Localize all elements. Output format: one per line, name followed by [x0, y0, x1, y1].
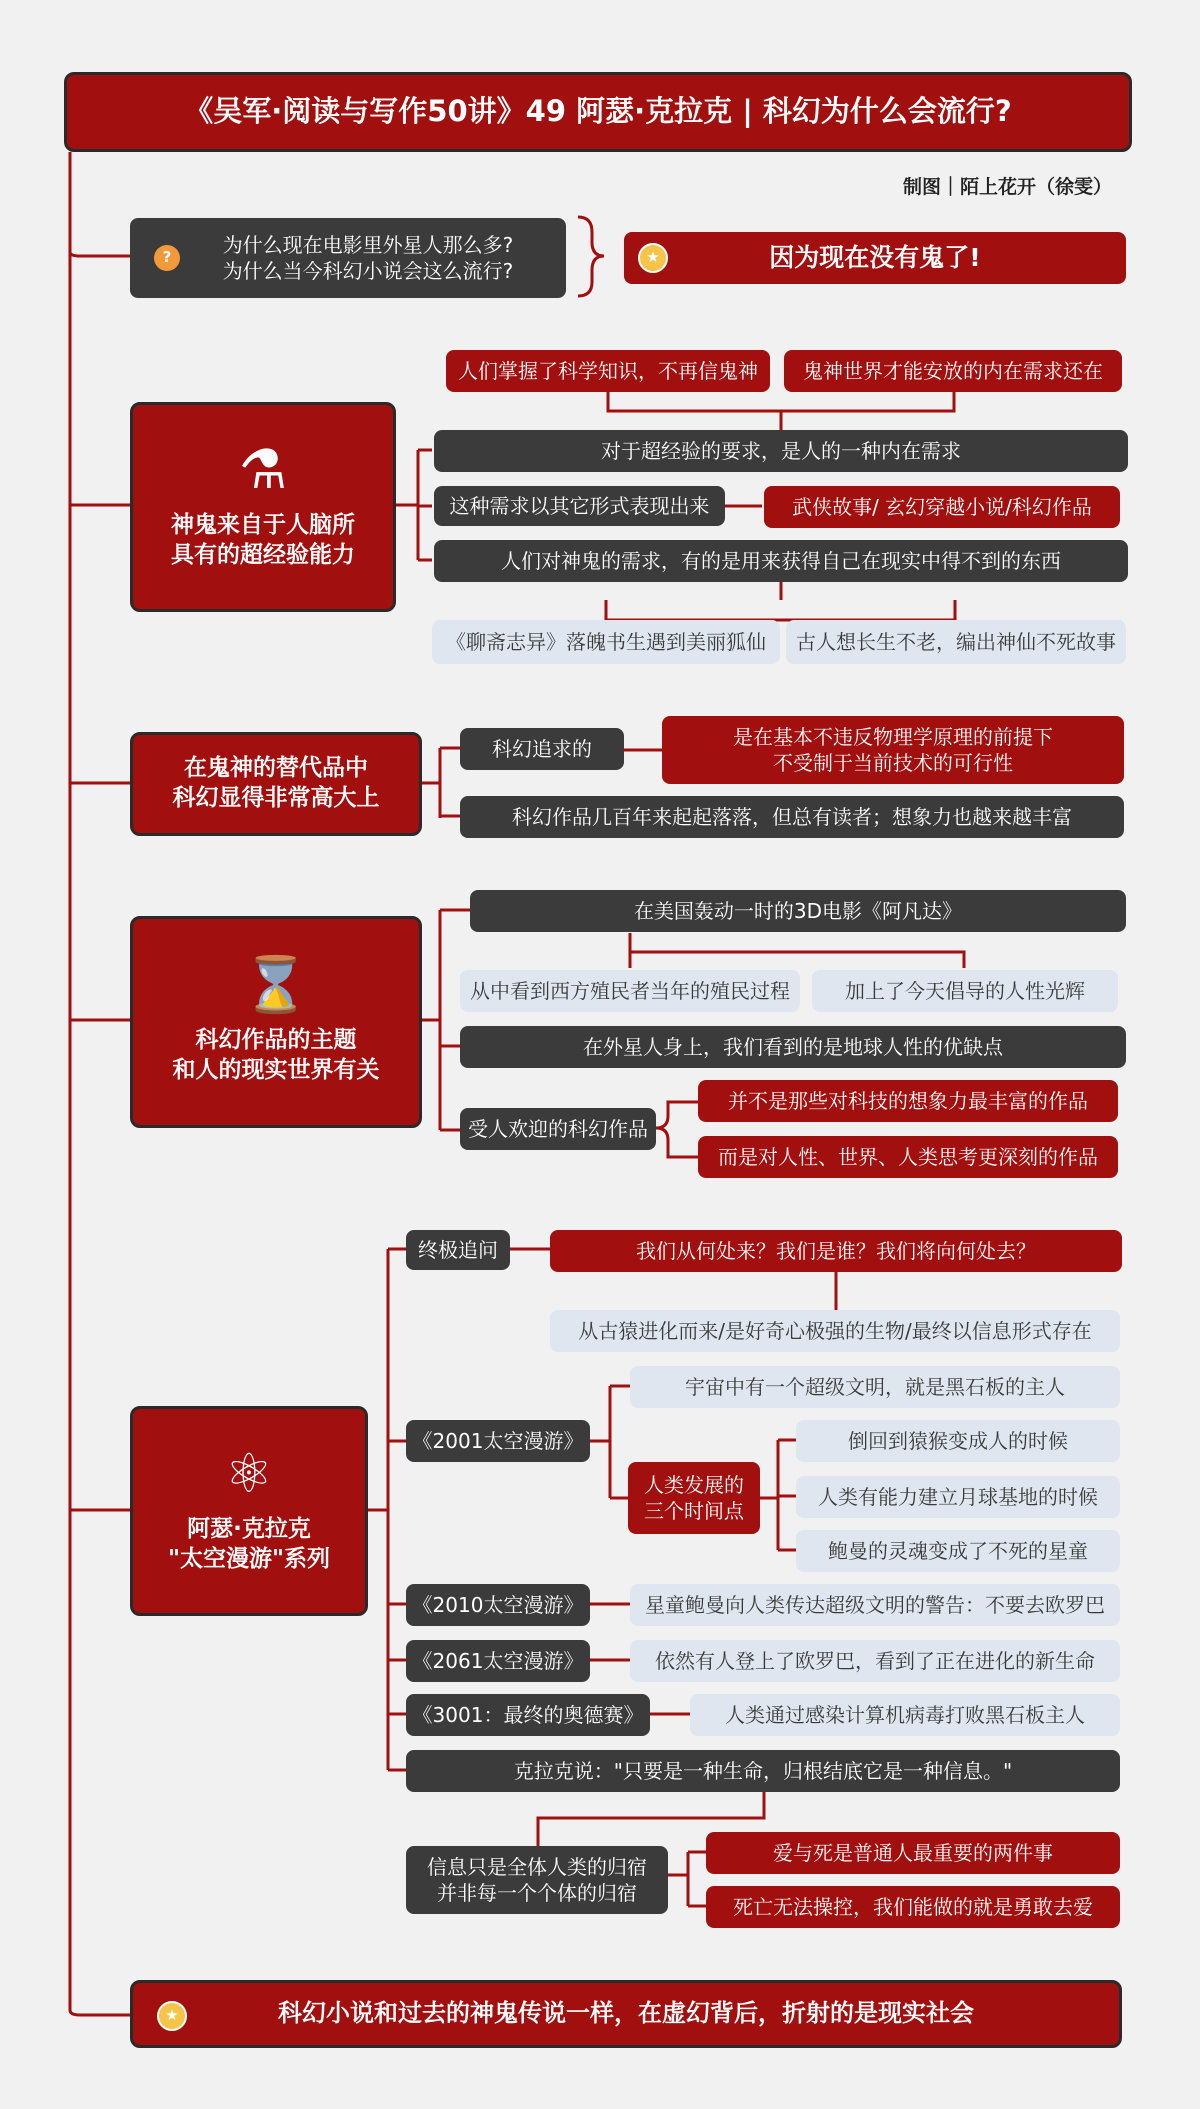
- s4-2010-warning: 星童鲍曼向人类传达超级文明的警告：不要去欧罗巴: [630, 1584, 1120, 1626]
- s4-book-2001: 《2001太空漫游》: [406, 1420, 590, 1462]
- s2-branch-readers: 科幻作品几百年来起起落落，但总有读者；想象力也越来越丰富: [460, 796, 1124, 838]
- s4-2061-europa: 依然有人登上了欧罗巴，看到了正在进化的新生命: [630, 1640, 1120, 1682]
- question-icon: ?: [154, 245, 180, 271]
- s3-label-popular: 受人欢迎的科幻作品: [460, 1108, 656, 1150]
- s1-example-genres: 武侠故事/ 玄幻穿越小说/科幻作品: [764, 486, 1120, 528]
- topic-section3-label: 科幻作品的主题 和人的现实世界有关: [172, 1027, 380, 1083]
- s4-three-timepoints: 人类发展的 三个时间点: [628, 1462, 760, 1534]
- s4-ultimate-question: 我们从何处来？我们是谁？我们将向何处去？: [550, 1230, 1122, 1272]
- s1-branch-unattainable: 人们对神鬼的需求，有的是用来获得自己在现实中得不到的东西: [434, 540, 1128, 582]
- s3-alien-humanity: 在外星人身上，我们看到的是地球人性的优缺点: [460, 1026, 1126, 1068]
- topic-section3: [130, 916, 422, 1128]
- s3-popular-not: 并不是那些对科技的想象力最丰富的作品: [698, 1080, 1118, 1122]
- s4-timepoint-starchild: 鲍曼的灵魂变成了不死的星童: [796, 1530, 1120, 1572]
- topic-section4-label: 阿瑟·克拉克 "太空漫游"系列: [168, 1516, 330, 1572]
- s4-clarke-quote: 克拉克说："只要是一种生命，归根结底它是一种信息。": [406, 1750, 1120, 1792]
- author-credit: 制图｜陌上花开（徐雯）: [902, 176, 1112, 198]
- s4-ultimate-answer: 从古猿进化而来/是好奇心极强的生物/最终以信息形式存在: [550, 1310, 1120, 1352]
- s4-love-death: 爱与死是普通人最重要的两件事: [706, 1832, 1120, 1874]
- page-title: 《吴军·阅读与写作50讲》49 阿瑟·克拉克 | 科幻为什么会流行?: [64, 72, 1132, 152]
- s4-book-2010: 《2010太空漫游》: [406, 1584, 590, 1626]
- s3-avatar-movie: 在美国轰动一时的3D电影《阿凡达》: [470, 890, 1126, 932]
- s1-top-left: 人们掌握了科学知识，不再信鬼神: [446, 350, 770, 392]
- s1-branch-other-forms: 这种需求以其它形式表现出来: [434, 486, 725, 526]
- s4-3001-virus: 人类通过感染计算机病毒打败黑石板主人: [690, 1694, 1120, 1736]
- star-icon: ★: [638, 243, 668, 273]
- conclusion-text: 科幻小说和过去的神鬼传说一样，在虚幻背后，折射的是现实社会: [278, 1999, 974, 2028]
- s2-label-pursuit: 科幻追求的: [460, 728, 624, 770]
- conclusion-box: [130, 1980, 1122, 2048]
- intro-question-box: [130, 218, 566, 298]
- atom-icon: ⚛: [224, 1442, 274, 1506]
- s4-2001-monolith: 宇宙中有一个超级文明，就是黑石板的主人: [630, 1366, 1120, 1408]
- s4-timepoint-ape: 倒回到猿猴变成人的时候: [796, 1420, 1120, 1462]
- intro-answer: 因为现在没有鬼了!: [769, 242, 981, 272]
- topic-section1: [130, 402, 396, 612]
- topic-section4: [130, 1406, 368, 1616]
- s4-book-3001: 《3001：最终的奥德赛》: [406, 1694, 650, 1736]
- s1-branch-inner-need: 对于超经验的要求，是人的一种内在需求: [434, 430, 1128, 472]
- s4-ultimate-label: 终极追问: [406, 1230, 510, 1270]
- s3-humanity: 加上了今天倡导的人性光辉: [812, 970, 1118, 1012]
- intro-answer-box: [624, 232, 1126, 284]
- s2-pursuit-detail: 是在基本不违反物理学原理的前提下 不受制于当前技术的可行性: [662, 716, 1124, 784]
- star-icon: ★: [157, 2001, 187, 2031]
- s1-top-right: 鬼神世界才能安放的内在需求还在: [784, 350, 1122, 392]
- topic-section2: 在鬼神的替代品中 科幻显得非常高大上: [130, 732, 422, 836]
- s4-book-2061: 《2061太空漫游》: [406, 1640, 590, 1682]
- s4-love-bravely: 死亡无法操控，我们能做的就是勇敢去爱: [706, 1886, 1120, 1928]
- s3-colonial: 从中看到西方殖民者当年的殖民过程: [460, 970, 800, 1012]
- hourglass-icon: ⌛: [242, 953, 310, 1017]
- s1-example-liaozhai: 《聊斋志异》落魄书生遇到美丽狐仙: [432, 620, 780, 664]
- s4-info-destiny: 信息只是全体人类的归宿 并非每一个个体的归宿: [406, 1846, 668, 1914]
- s4-timepoint-moon: 人类有能力建立月球基地的时候: [796, 1476, 1120, 1518]
- s1-example-immortals: 古人想长生不老，编出神仙不死故事: [786, 620, 1126, 664]
- intro-question: 为什么现在电影里外星人那么多? 为什么当今科幻小说会这么流行?: [222, 233, 514, 283]
- s3-popular-deeper: 而是对人性、世界、人类思考更深刻的作品: [698, 1136, 1118, 1178]
- chemistry-flask-icon: ⚗: [238, 438, 288, 502]
- topic-section1-label: 神鬼来自于人脑所 具有的超经验能力: [171, 512, 355, 568]
